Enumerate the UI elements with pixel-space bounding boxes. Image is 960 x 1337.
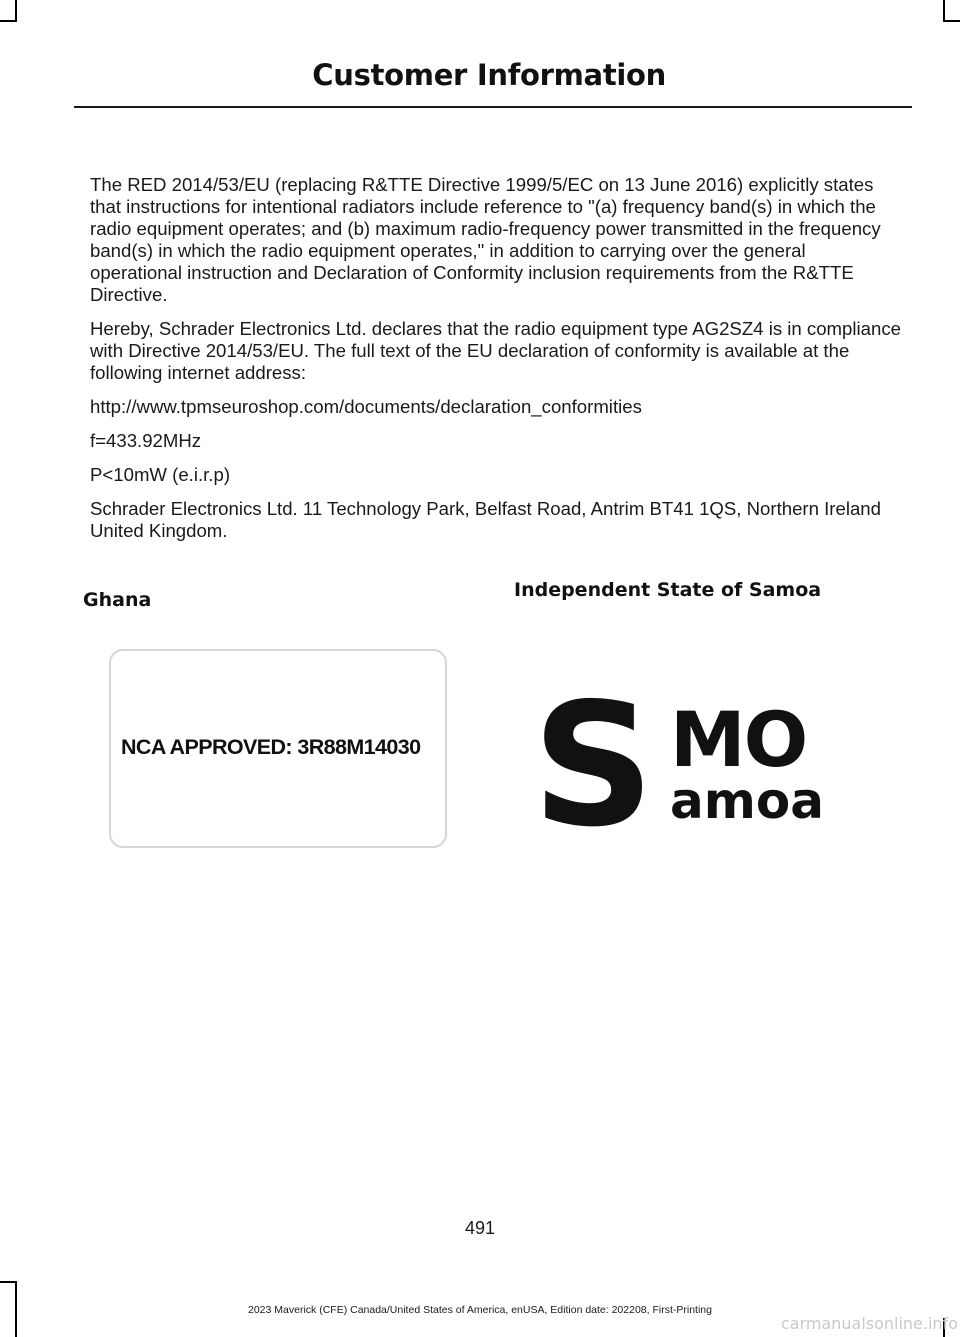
samoa-logo-big-letter: S — [532, 690, 651, 830]
header-divider — [74, 106, 912, 108]
crop-mark-top-left-h — [0, 20, 17, 22]
watermark: carmanualsonline.info — [780, 1314, 958, 1333]
power-value: P<10mW (e.i.r.p) — [90, 464, 231, 485]
samoa-logo-bottom-text: amoa — [670, 772, 824, 830]
crop-mark-top-right-v — [943, 0, 945, 22]
paragraph-declaration: Hereby, Schrader Electronics Ltd. declares that the radio equipment type AG2SZ4 is in compliance with Directive 2014/53/EU. The full text of the EU declaration of conformity is available at the following internet address: — [90, 318, 901, 383]
nca-approval-label — [109, 649, 447, 848]
declaration-url: http://www.tpmseuroshop.com/documents/declaration_conformities — [90, 396, 642, 417]
paragraph-red-directive: The RED 2014/53/EU (replacing R&TTE Directive 1999/5/EC on 13 June 2016) explicitly states that instructions for intentional radiators include reference to "(a) frequency band(s) in which the radio equipment operates; and (b) maximum radio-frequency power transmitted in the frequency band(s) in which the radio equipment operates," in addition to carrying over the general operational instruction and Declaration of Conformity inclusion requirements from the R&TTE Directive. — [90, 174, 881, 305]
samoa-heading: Independent State of Samoa — [514, 579, 822, 601]
page-number: 491 — [464, 1218, 496, 1238]
crop-mark-top-left-v — [15, 0, 17, 22]
nca-approval-text: NCA APPROVED: 3R88M14030 — [121, 735, 421, 759]
frequency-value: f=433.92MHz — [90, 430, 202, 451]
page-title: Customer Information — [312, 58, 666, 92]
samoa-logo-top-text: MO — [670, 695, 807, 784]
edition-footer: 2023 Maverick (CFE) Canada/United States of America, enUSA, Edition date: 202208, First-Printing — [248, 1304, 712, 1316]
samoa-approval-logo — [530, 690, 870, 830]
ghana-heading: Ghana — [83, 589, 152, 611]
body-text — [90, 174, 902, 554]
crop-mark-top-right-h — [943, 20, 960, 22]
manufacturer-address: Schrader Electronics Ltd. 11 Technology Park, Belfast Road, Antrim BT41 1QS, Northern Ireland United Kingdom. — [90, 498, 881, 541]
crop-mark-bottom-left-h — [0, 1281, 17, 1283]
